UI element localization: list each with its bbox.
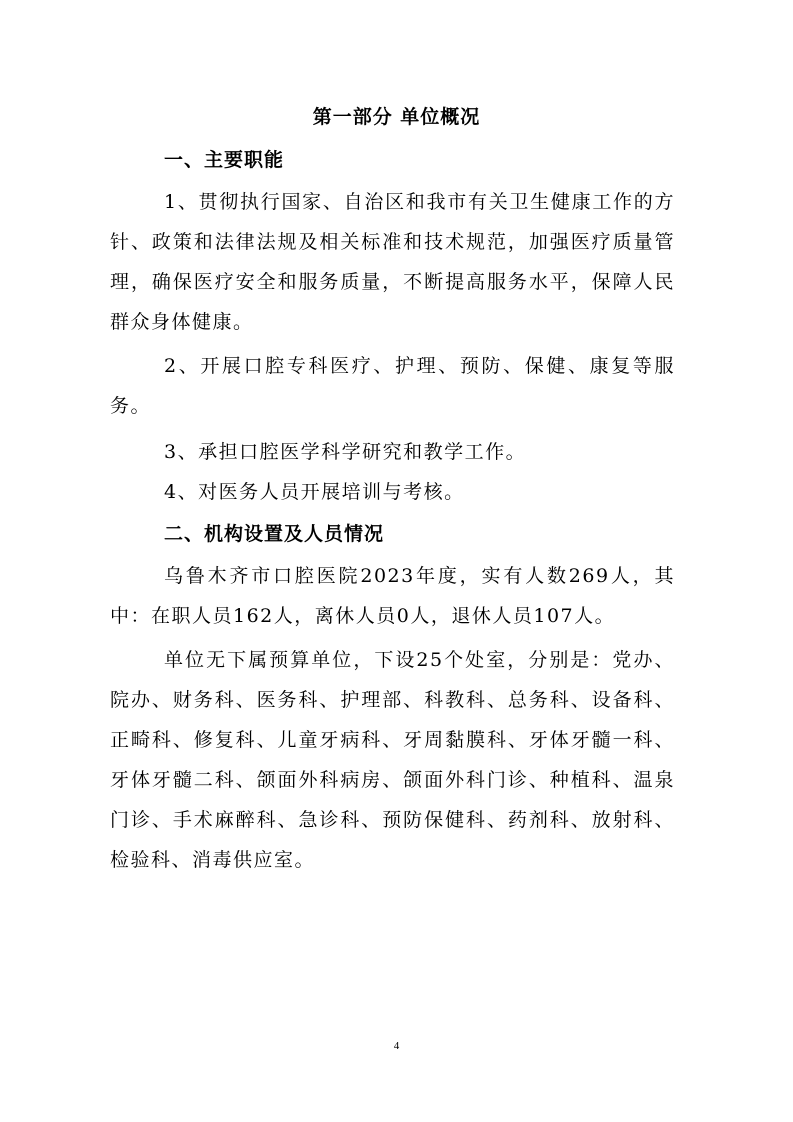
section-heading-main-functions: 一、主要职能 <box>164 149 285 171</box>
page-number: 4 <box>393 1040 400 1052</box>
paragraph-function-3: 3、承担口腔医学科学研究和教学工作。 <box>164 441 527 463</box>
paragraph-function-1: 1、贯彻执行国家、自治区和我市有关卫生健康工作的方针、政策和法律法规及相关标准和技术规范，加强医疗质量管理，确保医疗安全和服务质量，不断提高服务水平，保障人民群众身体健康。 <box>110 191 675 333</box>
paragraph-staffing: 乌鲁木齐市口腔医院2023年度，实有人数269人，其中：在职人员162人，离休人员0人，退休人员107人。 <box>110 565 675 627</box>
page-title: 第一部分 单位概况 <box>312 106 481 128</box>
paragraph-function-4: 4、对医务人员开展培训与考核。 <box>164 481 465 503</box>
section-heading-organization: 二、机构设置及人员情况 <box>164 523 385 545</box>
paragraph-departments: 单位无下属预算单位，下设25个处室，分别是：党办、院办、财务科、医务科、护理部、科教科、总务科、设备科、正畸科、修复科、儿童牙病科、牙周黏膜科、牙体牙髓一科、牙体牙髓二科、颌面外科病房、颌面外科门诊、种植科、温泉门诊、手术麻醉科、急诊科、预防保健科、药剂科、放射科、检验科、消毒供应室。 <box>110 649 675 871</box>
paragraph-function-2: 2、开展口腔专科医疗、护理、预防、保健、康复等服务。 <box>110 355 675 417</box>
